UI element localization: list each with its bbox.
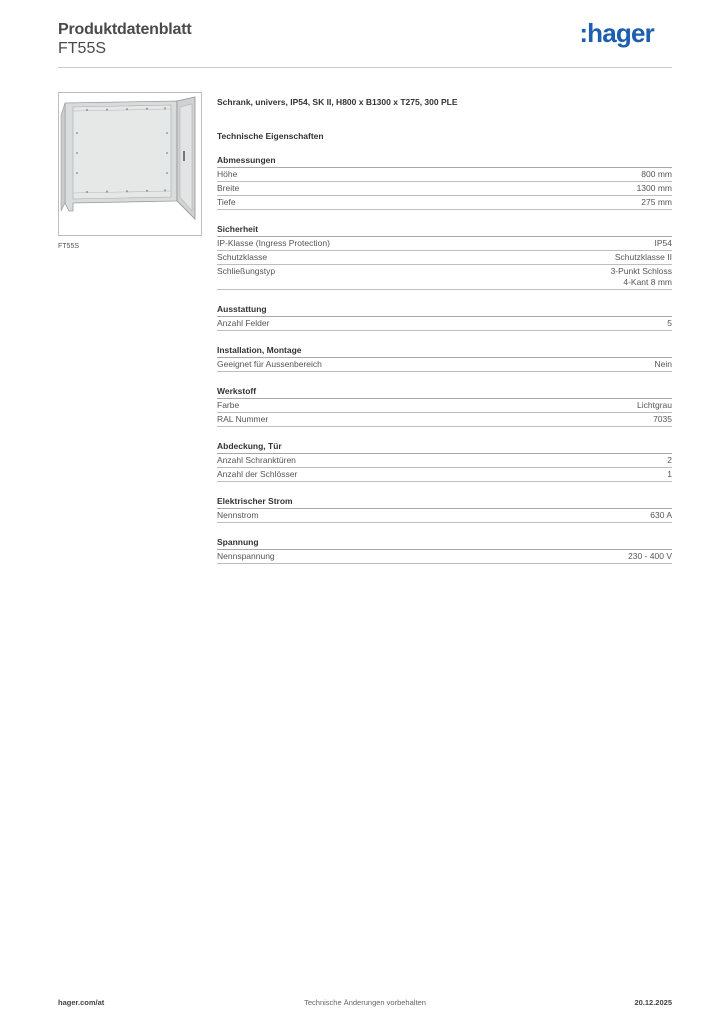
- spec-row: [217, 399, 672, 413]
- spec-sections: [217, 155, 672, 564]
- spec-value: 1: [667, 469, 672, 479]
- spec-section: [217, 441, 672, 482]
- spec-row: [217, 237, 672, 251]
- spec-row: [217, 251, 672, 265]
- spec-value: 2: [667, 455, 672, 465]
- spec-row: [217, 168, 672, 182]
- document-title: Produktdatenblatt: [58, 21, 192, 38]
- spec-value: IP54: [654, 238, 672, 248]
- spec-row: [217, 196, 672, 210]
- spec-value: 5: [667, 318, 672, 328]
- image-caption: FT55S: [58, 243, 80, 250]
- spec-row: [217, 317, 672, 331]
- cabinet-illustration: [59, 93, 201, 235]
- section-title: Sicherheit: [217, 224, 672, 237]
- section-title: Abmessungen: [217, 155, 672, 168]
- spec-label: Tiefe: [217, 197, 236, 207]
- spec-row: [217, 509, 672, 523]
- spec-value: 275 mm: [641, 197, 672, 207]
- spec-label: Nennstrom: [217, 510, 259, 520]
- spec-value: Lichtgrau: [637, 400, 672, 410]
- spec-value: 7035: [653, 414, 672, 424]
- spec-section: [217, 155, 672, 210]
- spec-value: 630 A: [650, 510, 672, 520]
- spec-content: [217, 96, 672, 564]
- spec-label: RAL Nummer: [217, 414, 269, 424]
- spec-row: [217, 182, 672, 196]
- spec-section: [217, 304, 672, 331]
- section-title: Installation, Montage: [217, 345, 672, 358]
- spec-value: 800 mm: [641, 169, 672, 179]
- spec-label: Schutzklasse: [217, 252, 268, 262]
- spec-row: [217, 454, 672, 468]
- product-code: FT55S: [58, 40, 107, 57]
- spec-value: Schutzklasse II: [614, 252, 672, 262]
- spec-value: 3-Punkt Schloss 4-Kant 8 mm: [610, 266, 672, 287]
- spec-value: 230 - 400 V: [628, 551, 672, 561]
- spec-label: Breite: [217, 183, 240, 193]
- section-title: Elektrischer Strom: [217, 496, 672, 509]
- tech-properties-heading: Technische Eigenschaften: [217, 131, 324, 141]
- spec-label: Farbe: [217, 400, 240, 410]
- section-title: Ausstattung: [217, 304, 672, 317]
- spec-label: Schließungstyp: [217, 266, 276, 276]
- spec-row: [217, 413, 672, 427]
- spec-value: 1300 mm: [636, 183, 672, 193]
- spec-value: Nein: [654, 359, 672, 369]
- spec-section: [217, 386, 672, 427]
- product-image: [58, 92, 202, 236]
- spec-label: Anzahl der Schlösser: [217, 469, 298, 479]
- header-divider: [58, 67, 672, 68]
- section-title: Werkstoff: [217, 386, 672, 399]
- product-description: Schrank, univers, IP54, SK II, H800 x B1300 x T275, 300 PLE: [217, 97, 458, 107]
- footer-website-link[interactable]: hager.com/at: [58, 998, 105, 1007]
- spec-row: [217, 265, 672, 290]
- spec-section: [217, 345, 672, 372]
- spec-label: Nennspannung: [217, 551, 275, 561]
- spec-row: [217, 468, 672, 482]
- section-title: Spannung: [217, 537, 672, 550]
- footer-date: 20.12.2025: [634, 998, 672, 1007]
- spec-row: [217, 358, 672, 372]
- spec-label: Geeignet für Aussenbereich: [217, 359, 322, 369]
- document-header: [58, 20, 672, 58]
- hager-logo: :hager: [579, 18, 654, 48]
- spec-label: Höhe: [217, 169, 238, 179]
- section-title: Abdeckung, Tür: [217, 441, 672, 454]
- footer-notice: Technische Änderungen vorbehalten: [304, 998, 426, 1007]
- spec-section: [217, 496, 672, 523]
- spec-section: [217, 537, 672, 564]
- spec-label: IP-Klasse (Ingress Protection): [217, 238, 330, 248]
- spec-label: Anzahl Schranktüren: [217, 455, 296, 465]
- spec-section: [217, 224, 672, 290]
- spec-row: [217, 550, 672, 564]
- spec-label: Anzahl Felder: [217, 318, 270, 328]
